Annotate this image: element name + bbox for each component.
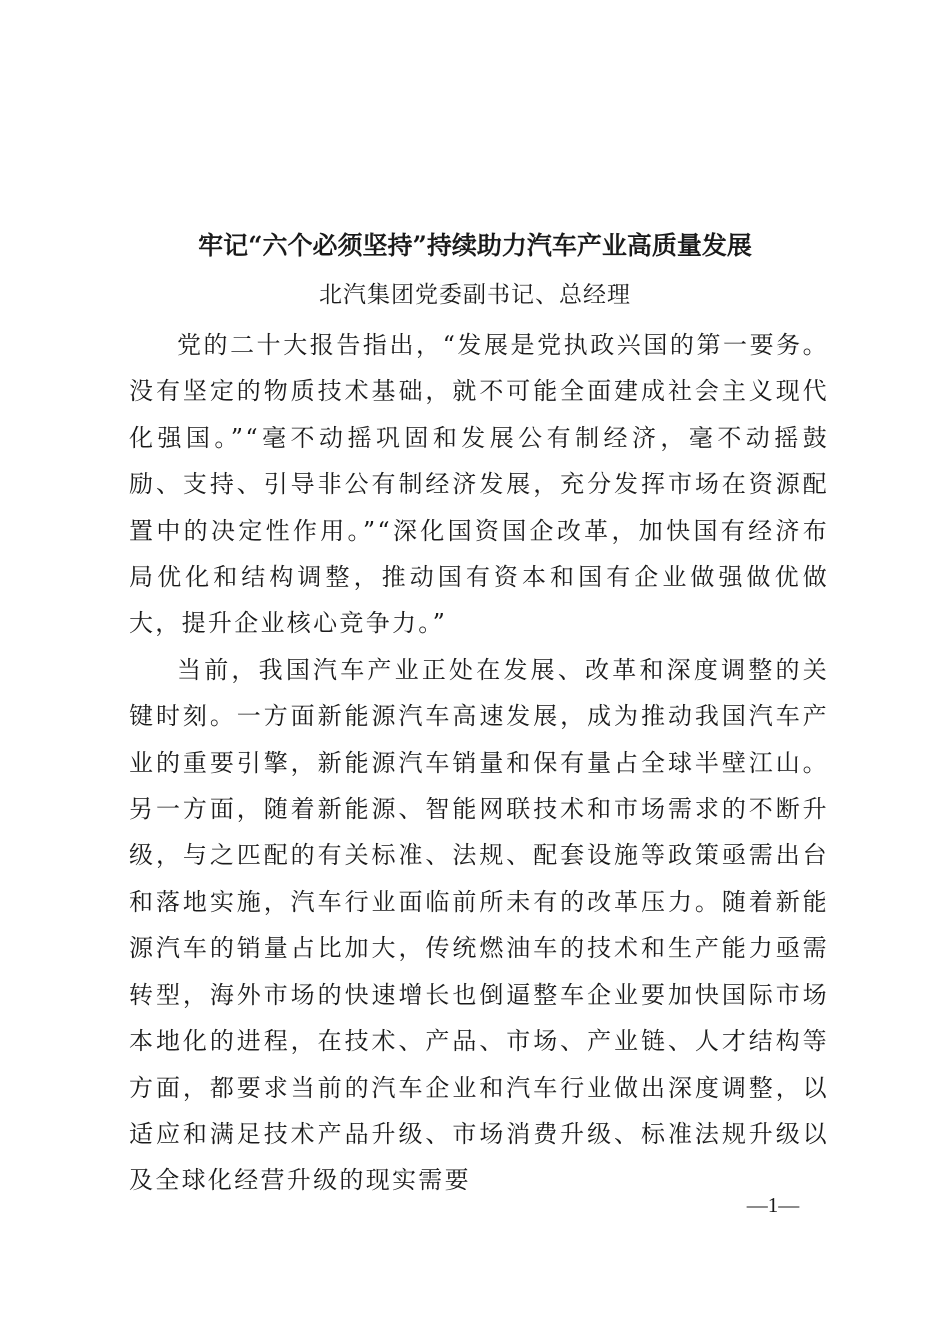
page-number: —1—	[746, 1193, 800, 1217]
author-line: 北汽集团党委副书记、总经理	[319, 282, 631, 308]
paragraph: 当前，我国汽车产业正处在发展、改革和深度调整的关键时刻。一方面新能源汽车高速发展，成为推动我国汽车产业的重要引擎，新能源汽车销量和保有量占全球半壁江山。另一方面，随着新能源、智能网联技术和市场需求的不断升级，与之匹配的有关标准、法规、配套设施等政策亟需出台和落地实施，汽车行业面临前所未有的改革压力。随着新能源汽车的销量占比加大，传统燃油车的技术和生产能力亟需转型，海外市场的快速增长也倒逼整车企业要加快国际市场本地化的进程，在技术、产品、市场、产业链、人才结构等方面，都要求当前的汽车企业和汽车行业做出深度调整，以适应和满足技术产品升级、市场消费升级、标准法规升级以及全球化经营升级的现实需要	[129, 655, 829, 1195]
paragraph: 党的二十大报告指出，“发展是党执政兴国的第一要务。没有坚定的物质技术基础，就不可能全面建成社会主义现代化强国。”“毫不动摇巩固和发展公有制经济，毫不动摇鼓励、支持、引导非公有制经济发展，充分发挥市场在资源配置中的决定性作用。”“深化国资国企改革，加快国有经济布局优化和结构调整，推动国有资本和国有企业做强做优做大，提升企业核心竞争力。”	[129, 331, 829, 638]
document-title: 牢记“六个必须坚持”持续助力汽车产业高质量发展	[198, 231, 752, 260]
body-text	[129, 322, 829, 1204]
